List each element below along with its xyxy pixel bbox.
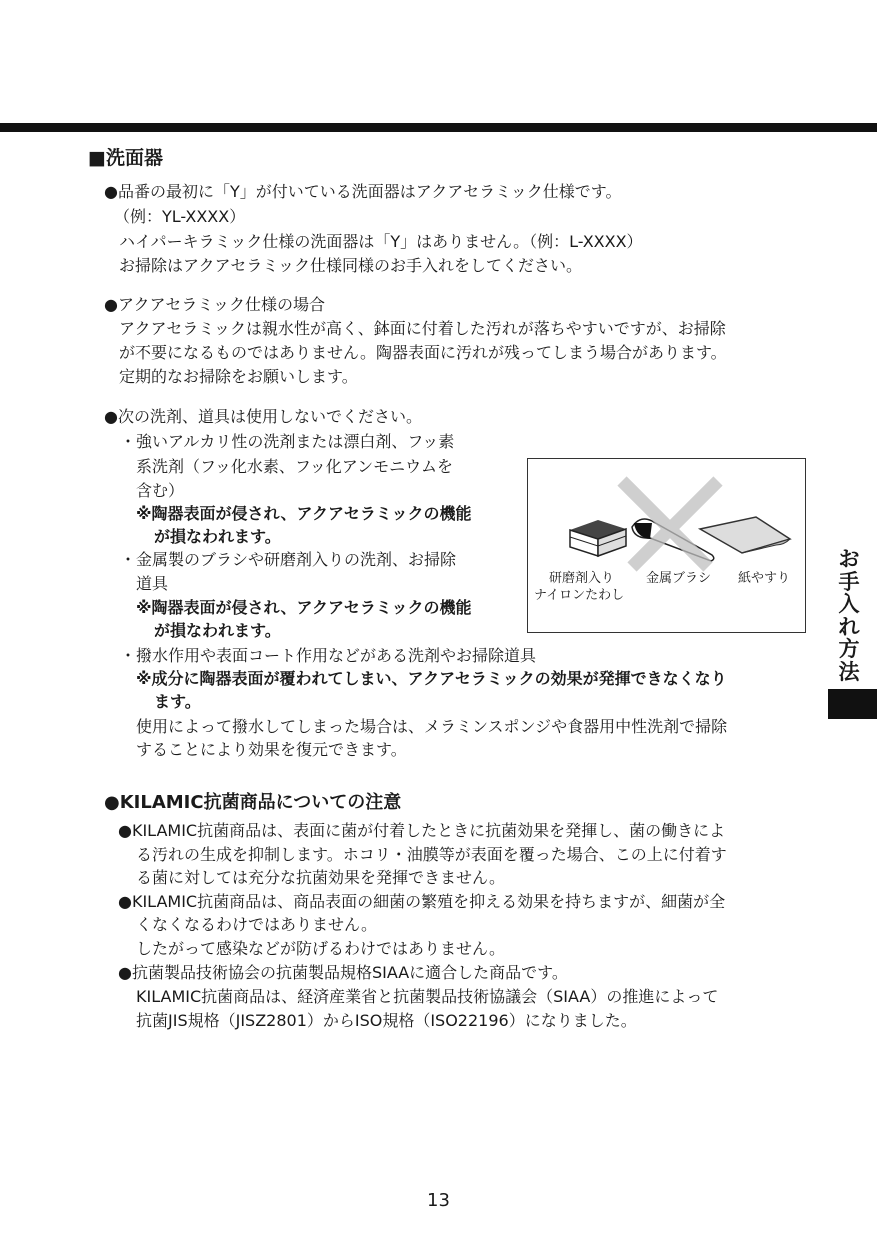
text-line: ●アクアセラミック仕様の場合 [104,295,326,314]
caption-sponge: ナイロンたわし [534,588,625,603]
warning-note: が損なわれます。 [154,621,281,640]
side-tab-char: 手 [838,569,860,594]
text-line: （例：YL-XXXX） [114,207,246,226]
page-number: 13 [427,1190,450,1211]
warning-note: ※陶器表面が侵され、アクアセラミックの機能 [136,504,472,523]
text-line: ・撥水作用や表面コート作用などがある洗剤やお掃除道具 [120,646,537,665]
text-line: アクアセラミックは親水性が高く、鉢面に付着した汚れが落ちやすいですが、お掃除 [119,319,726,338]
side-tab-char: 方 [838,637,860,661]
text-line: ●次の洗剤、道具は使用しないでください。 [104,407,422,426]
text-line: ●品番の最初に「Y」が付いている洗面器はアクアセラミック仕様です。 [104,182,622,201]
text-line: 系洗剤（フッ化水素、フッ化アンモニウムを [136,457,453,476]
text-line: 抗菌JIS規格（JISZ2801）からISO規格（ISO22196）になりました。 [136,1011,637,1030]
prohibited-tools-illustration [527,458,806,633]
side-tab-char: 入 [838,592,860,616]
side-tab-label [834,548,864,683]
text-line: 道具 [136,574,169,593]
caption-brush: 金属ブラシ [646,571,712,586]
text-line: したがって感染などが防げるわけではありません。 [136,939,505,958]
warning-note: ※陶器表面が侵され、アクアセラミックの機能 [136,598,472,617]
text-line: ●KILAMIC抗菌商品は、表面に菌が付着したときに抗菌効果を発揮し、菌の働きによ [118,821,726,840]
text-line: ●KILAMIC抗菌商品は、商品表面の細菌の繁殖を抑える効果を持ちますが、細菌が全 [118,892,726,911]
warning-note: が損なわれます。 [154,527,281,546]
text-line: くなくなるわけではありません。 [136,915,377,934]
text-line: お掃除はアクアセラミック仕様同様のお手入れをしてください。 [119,256,583,275]
text-line: 使用によって撥水してしまった場合は、メラミンスポンジや食器用中性洗剤で掃除 [136,717,728,736]
side-tab-char: れ [838,614,860,639]
side-tab-marker [828,689,877,719]
sponge-icon [570,520,626,556]
side-tab-char: 法 [838,659,860,684]
warning-note: ※成分に陶器表面が覆われてしまい、アクアセラミックの効果が発揮できなくなり [136,669,727,688]
section-title: ■洗面器 [88,147,163,169]
warning-note: ます。 [154,692,201,711]
text-line: 定期的なお掃除をお願いします。 [119,367,358,386]
top-rule [0,123,877,132]
text-line: ・強いアルカリ性の洗剤または漂白剤、フッ素 [120,432,455,451]
sandpaper-icon [700,517,790,553]
text-line: ハイパーキラミック仕様の洗面器は「Y」はありません。（例：L-XXXX） [119,232,643,251]
text-line: る菌に対しては充分な抗菌効果を発揮できません。 [136,868,505,887]
side-tab-char: お [838,547,860,571]
caption-sponge: 研磨剤入り [549,571,615,586]
text-line: ・金属製のブラシや研磨剤入りの洗剤、お掃除 [120,550,457,569]
text-line: ●抗菌製品技術協会の抗菌製品規格SIAAに適合した商品です。 [118,963,568,982]
text-line: することにより効果を復元できます。 [136,740,407,759]
text-line: KILAMIC抗菌商品は、経済産業省と抗菌製品技術協議会（SIAA）の推進によって [136,987,719,1006]
tools-drawing [528,459,805,632]
text-line: る汚れの生成を抑制します。ホコリ・油膜等が表面を覆った場合、この上に付着す [136,845,727,864]
caption-paper: 紙やすり [738,571,791,586]
kilamic-title: ●KILAMIC抗菌商品についての注意 [104,792,402,813]
text-line: 含む） [136,481,185,500]
text-line: が不要になるものではありません。陶器表面に汚れが残ってしまう場合があります。 [119,343,727,362]
